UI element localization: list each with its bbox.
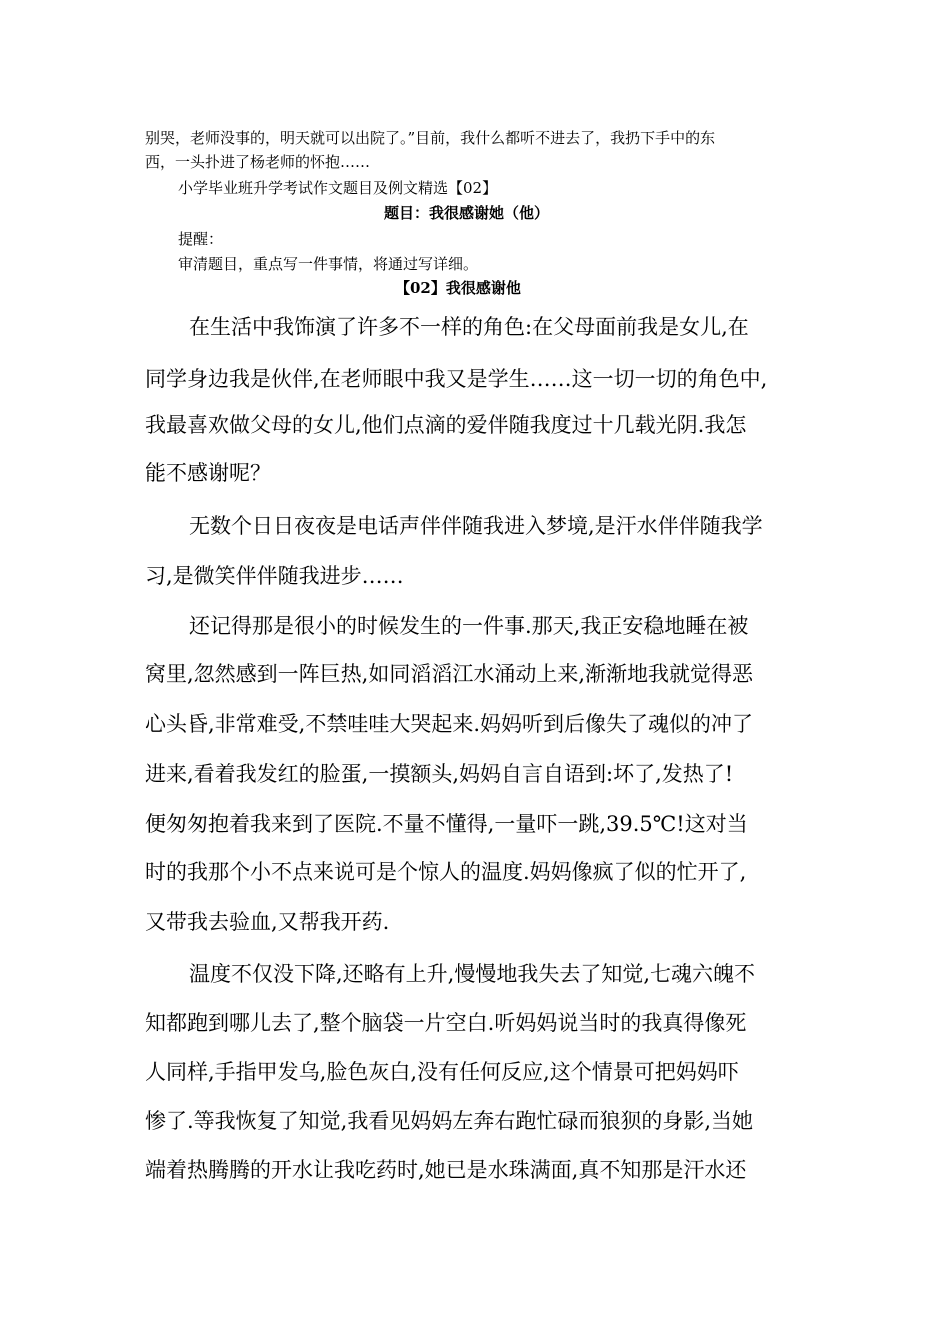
essay-line: 还记得那是很小的时候发生的一件事.那天,我正安稳地睡在被 (189, 614, 749, 638)
essay-line: 习,是微笑伴伴随我进步…… (145, 564, 404, 588)
essay-line: 人同样,手指甲发乌,脸色灰白,没有任何反应,这个情景可把妈妈吓 (145, 1060, 739, 1084)
intro-line-2: 西，一头扑进了杨老师的怀抱…… (145, 153, 371, 171)
essay-line: 进来,看着我发红的脸蛋,一摸额头,妈妈自言自语到:坏了,发热了! (145, 762, 734, 786)
essay-line: 无数个日日夜夜是电话声伴伴随我进入梦境,是汗水伴伴随我学 (189, 514, 763, 538)
essay-line: 窝里,忽然感到一阵巨热,如同滔滔江水涌动上来,渐渐地我就觉得恶 (145, 662, 754, 686)
essay-line: 同学身边我是伙伴,在老师眼中我又是学生……这一切一切的角色中, (145, 367, 768, 391)
essay-title: 【02】我很感谢他 (395, 279, 521, 297)
essay-line: 心头昏,非常难受,不禁哇哇大哭起来.妈妈听到后像失了魂似的冲了 (145, 712, 754, 736)
essay-line: 又带我去验血,又帮我开药. (145, 910, 390, 934)
essay-line: 能不感谢呢？ (145, 461, 271, 485)
section-heading: 小学毕业班升学考试作文题目及例文精选【02】 (178, 179, 498, 197)
reminder-label: 提醒： (178, 230, 224, 248)
essay-line: 在生活中我饰演了许多不一样的角色:在父母面前我是女儿,在 (189, 315, 749, 339)
essay-line: 温度不仅没下降,还略有上升,慢慢地我失去了知觉,七魂六魄不 (189, 962, 756, 986)
reminder-text: 审清题目，重点写一件事情，将通过写详细。 (178, 255, 479, 273)
essay-line: 时的我那个小不点来说可是个惊人的温度.妈妈像疯了似的忙开了, (145, 860, 747, 884)
essay-line: 我最喜欢做父母的女儿,他们点滴的爱伴随我度过十几载光阴.我怎 (145, 413, 747, 437)
essay-line: 知都跑到哪儿去了,整个脑袋一片空白.听妈妈说当时的我真得像死 (145, 1011, 747, 1035)
topic-title: 题目：我很感谢她（他） (384, 204, 550, 222)
intro-line-1: 别哭，老师没事的，明天就可以出院了。”目前，我什么都听不进去了，我扔下手中的东 (145, 129, 716, 147)
essay-line: 端着热腾腾的开水让我吃药时,她已是水珠满面,真不知那是汗水还 (145, 1158, 747, 1182)
essay-line: 便匆匆抱着我来到了医院.不量不懂得,一量吓一跳,39.5℃!这对当 (145, 812, 748, 836)
essay-line: 惨了.等我恢复了知觉,我看见妈妈左奔右跑忙碌而狼狈的身影,当她 (145, 1109, 754, 1133)
